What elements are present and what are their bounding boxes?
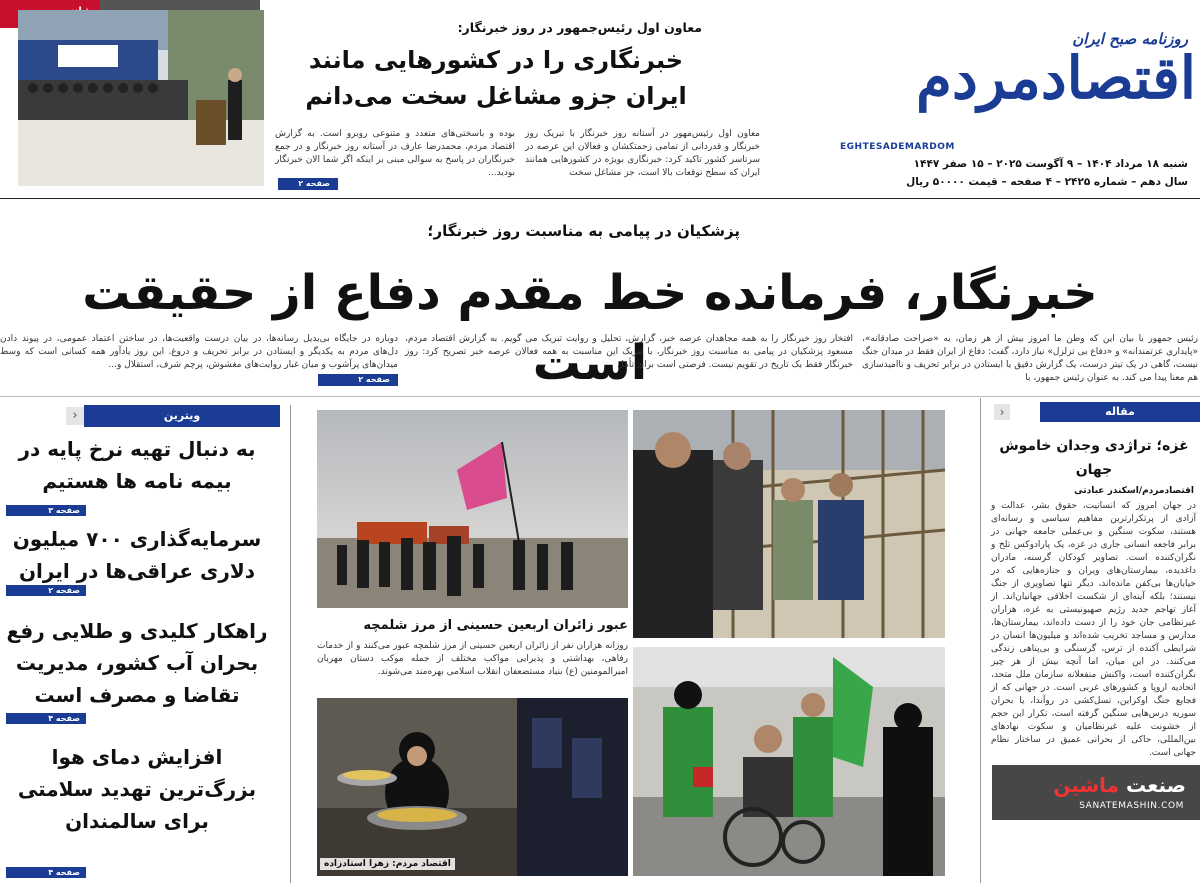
mokeb-cooking-image xyxy=(317,698,628,876)
issue-info: سال دهم – شماره ۲۴۲۵ – ۴ صفحه – قیمت ۵۰۰۰۰ ریال xyxy=(906,176,1188,188)
logo-latin: EGHTESADEMARDOM xyxy=(840,142,955,152)
lead-story-page-tag[interactable] xyxy=(318,374,398,386)
top-story-photo[interactable] xyxy=(18,10,264,186)
showcase-sidebar xyxy=(0,405,280,887)
sidebar-story-page-tag[interactable]: صفحه ۴ xyxy=(6,867,86,878)
top-story-kicker: معاون اول رئیس‌جمهور در روز خبرنگار: xyxy=(457,20,702,35)
volunteers-helping-image xyxy=(633,647,945,876)
podium-scene-image xyxy=(18,10,264,186)
editorial-body: در جهان امروز که انسانیت، حقوق بشر، عدالت و آزادی از پرتکرارترین مفاهیم سیاسی و رسانه‌ای هستند، سکوت سنگین و بی‌عملی جامعه جهانی در برابر فاجعه انسانی جاری در غزه، یک پارادوکس تلخ و نگران‌کننده است. تصاویر کودکان گرسنه، مادران داغدیده، بیمارستان‌های ویران و جنازه‌هایی که در خیابان‌ها بی‌کفن مانده‌اند، دیگر تنها تصاویری از جنگ نیستند؛ بلکه آینه‌ای از شکست اخلاقی جهانیان‌اند. از آغاز تهاجم جدید رژیم صهیونیستی به غزه، هزاران غیرنظامی جان خود را از دست داده‌اند، بیمارستان‌ها، مدارس و مساجد تخریب شده‌اند و میلیون‌ها انسان در شرایطی آکنده از ترس، گرسنگی و بی‌پناهی زندگی می‌کنند. در این میان، اما آنچه بیش از هر چیز نگران‌کننده است، واکنش منفعلانه سازمان ملل متحد، اتحادیه اروپا و کشورهای غربی است. در جهانی که از فجایع جنگ اوکراین، تسل‌کشی در روآندا، یا بحران سوریه درس‌هایی سنگین گرفته است، تکرار این حجم از خشونت علیه غیرنظامیان و سکوت نهادهای بین‌المللی، حاکی از بحرانی عمیق در ساختار نظام جهانی است. xyxy=(991,501,1196,758)
masthead xyxy=(830,4,1196,200)
watermark-url: SANATEMASHIN.COM xyxy=(1079,801,1184,811)
sidebar-story-headline[interactable]: به دنبال تهیه نرخ پایه در بیمه نامه ها هستیم xyxy=(18,437,256,493)
chevron-left-icon: ‹ xyxy=(66,407,84,425)
section-divider xyxy=(0,396,1200,397)
site-watermark xyxy=(992,765,1200,820)
top-story-column: معاون اول رئیس‌مهور در آستانه روز خبرنگار با تبریک روز خبرنگار و قدردانی از تمامی زحمتکشان و فعالان این عرصه در سرتاسر کشور تاکید کرد: خبرنگاری بویژه در کشورهایی همانند ایران که سطح توقعات بالا است، جز مشاغل سخت xyxy=(525,129,760,178)
editorial-author: اقتصادمردم/اسکندر عبادتی xyxy=(1074,486,1194,496)
editorial-title[interactable]: غزه؛ تراژدی وجدان خاموش جهان xyxy=(999,438,1189,478)
section-divider xyxy=(0,198,1200,199)
editorial-header xyxy=(988,402,1200,422)
photo-credit: اقتصاد مردم: زهرا استادزاده xyxy=(320,858,455,870)
top-story-page-tag[interactable] xyxy=(278,178,338,190)
lead-story-headline[interactable]: خبرنگار، فرمانده خط مقدم دفاع از حقیقت است xyxy=(82,265,1098,391)
sidebar-story-page-tag[interactable]: صفحه ۳ xyxy=(6,505,86,516)
page-tag-label: صفحه ۲ xyxy=(318,374,398,386)
chevron-left-icon: ‹ xyxy=(994,404,1010,420)
column-rule xyxy=(290,405,291,883)
border-crossing-image xyxy=(317,410,628,608)
sidebar-story-headline[interactable]: راهکار کلیدی و طلایی رفع بحران آب کشور، مدیریت تقاضا و مصرف است xyxy=(6,619,268,707)
sidebar-header xyxy=(0,405,280,427)
lead-story-kicker: پزشکیان در پیامی به مناسبت روز خبرنگار؛ xyxy=(427,222,740,240)
watermark-logo-red: ماشین xyxy=(1053,773,1120,797)
watermark-logo-white: صنعت xyxy=(1126,773,1186,797)
issue-date: شنبه ۱۸ مرداد ۱۴۰۴ – ۹ آگوست ۲۰۲۵ – ۱۵ صفر ۱۴۴۷ xyxy=(913,158,1188,170)
wheelchair-pilgrim-photo[interactable] xyxy=(633,647,945,876)
top-story-headline[interactable]: خبرنگاری را در کشورهایی مانند ایران جزو مشاغل سخت می‌دانم xyxy=(305,46,687,110)
pilgrims-walking-image xyxy=(633,410,945,638)
lead-story-column: رئیس جمهور با بیان این که وطن ما امروز بیش از هر زمان، به «صراحت صادقانه»، «پایداری عزتمندانه» و «دفاع بی تزلزل» نیاز دارد، گفت: دفاع از ایران فقط در میدان جنگ نیست، گاهی در یک تیتر درست، یک گزارش دقیق یا ایستادن در برابر تحریف و ناامیدسازی هم معنا پیدا می کند. به عنوان رئیس جمهور، با xyxy=(862,334,1198,383)
photo-caption-body: روزانه هزاران نفر از زائران اربعین حسینی از مرز شلمچه عبور می‌کنند و از خدمات رفاهی، بهداشتی و پذیرایی مواکب مختلف از جمله موکب دستان مهربان امیرالمومنین (ع) بنیاد مستضعفان انقلاب اسلامی بهره‌مند می‌شوند. xyxy=(317,641,628,677)
sidebar-story-headline[interactable]: سرمایه‌گذاری ۷۰۰ میلیون دلاری عراقی‌ها در ایران xyxy=(12,527,262,583)
flag-bearer-photo[interactable] xyxy=(317,410,628,608)
logo-subtitle: روزنامه صبح ایران xyxy=(1072,30,1188,48)
column-rule xyxy=(980,398,981,883)
photo-caption-title: عبور زائران اربعین حسینی از مرز شلمچه xyxy=(363,618,628,633)
lead-story-column-text: دوباره در جایگاه بی‌بدیل رسانه‌ها، در بیان درست واقعیت‌ها، در ساختن اعتماد عمومی، در پیوند دادن دل‌های مردم به یکدیگر و ایستادن در برابر تحریف و دروغ. این روز یادآور همه کسانی است که وسط میدان‌های پرآشوب و میان غبار روایت‌های مغشوش، پرچم شرف، استقلال و... xyxy=(0,334,398,370)
cooking-woman-photo[interactable] xyxy=(317,698,628,876)
newspaper-logo[interactable] xyxy=(830,4,1196,114)
editorial-heading: مقاله xyxy=(1040,402,1200,422)
sidebar-story-page-tag[interactable]: صفحه ۲ xyxy=(6,585,86,596)
lead-story-column: افتخار روز خبرنگار را به همه مجاهدان عرصه خبر، گزارش، تحلیل و روایت تبریک می گویم. به گزارش اقتصاد مردم، مسعود پزشکیان در پیامی به مناسبت روز خبرنگار، با تبریک این مناسبت به همه فعالان عرصه خبر تصریح کرد: روز خبرنگار فقط یک تاریخ در تقویم نیست. فرصتی است برای تأمل xyxy=(405,334,853,370)
sidebar-story-headline[interactable]: افزایش دمای هوا بزرگ‌ترین تهدید سلامتی برای سالمندان xyxy=(17,745,257,833)
sidebar-heading: ویترین xyxy=(84,405,280,427)
sidebar-story-page-tag[interactable]: صفحه ۴ xyxy=(6,713,86,724)
pilgrim-crowd-photo[interactable] xyxy=(633,410,945,638)
lead-story-column xyxy=(0,333,398,386)
logo-wordmark: اقتصادمردم xyxy=(916,44,1196,112)
page-tag-label: صفحه ۲ xyxy=(278,178,338,190)
watermark-logo xyxy=(1053,773,1186,797)
top-story-column: بوده و باسختی‌های متعدد و متنوعی روبرو است. به گزارش اقتصاد مردم، محمدرضا عارف در آستانه روز خبرنگار و در جمع خبرنگاران در پاسخ به سوالی مبنی بر اینکه اگر شما الان خبرنگار بودید... xyxy=(275,129,515,178)
